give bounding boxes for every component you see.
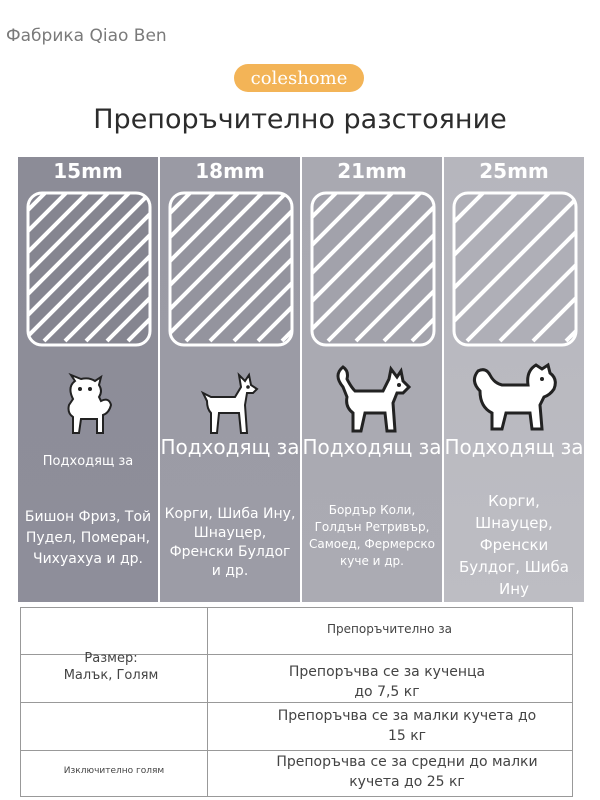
spacing-column-18 bbox=[160, 157, 300, 602]
husky-dog-icon bbox=[302, 357, 442, 437]
suitable-label: Подходящ за bbox=[444, 435, 584, 459]
breeds-list: Корги, Шнауцер, Френски Булдог, Шиба Ину bbox=[459, 492, 569, 598]
breeds-list: Корги, Шиба Ину, Шнауцер, Френски Булдог и др. bbox=[164, 506, 296, 579]
extra-large-label: Изключително голям bbox=[63, 766, 165, 776]
size-label: Размер: Малък, Голям bbox=[63, 651, 159, 683]
gap-value: 21mm bbox=[337, 159, 407, 183]
stripe-pattern bbox=[26, 191, 152, 347]
gap-value: 25mm bbox=[479, 159, 549, 183]
spacing-column-15 bbox=[18, 157, 158, 602]
recommended-for-header: Препоръчително за bbox=[327, 622, 452, 636]
table-row: Препоръчва се за средни до малки кучета до 25 кг bbox=[276, 754, 538, 790]
breeds-list: Бордър Коли, Голдън Ретривър, Самоед, Фермерско куче и др. bbox=[308, 503, 435, 568]
pug-dog-icon bbox=[18, 357, 158, 437]
suitable-label: Подходящ за bbox=[302, 435, 442, 459]
table-row-line bbox=[21, 750, 572, 751]
table-row: Препоръчва се за кученца до 7,5 кг bbox=[288, 664, 486, 700]
suitable-label: Подходящ за bbox=[42, 454, 134, 469]
table-row-line bbox=[21, 702, 572, 703]
page-title: Препоръчително разстояние bbox=[93, 104, 507, 135]
suitable-label: Подходящ за bbox=[160, 435, 300, 459]
gap-value: 15mm bbox=[53, 159, 123, 183]
terrier-dog-icon bbox=[160, 357, 300, 437]
breeds-list: Бишон Фриз, Той Пудел, Померан, Чихуахуа и др. bbox=[24, 509, 152, 567]
brand-badge: coleshome bbox=[234, 64, 364, 92]
spacing-column-21 bbox=[302, 157, 442, 602]
fluffy-dog-icon bbox=[444, 357, 584, 437]
spacing-column-25 bbox=[444, 157, 584, 602]
factory-label: Фабрика Qiao Ben bbox=[6, 26, 167, 46]
table-row: Препоръчва се за малки кучета до 15 кг bbox=[277, 708, 537, 744]
spacing-columns bbox=[18, 157, 584, 602]
stripe-pattern bbox=[452, 191, 578, 347]
stripe-pattern bbox=[310, 191, 436, 347]
stripe-pattern bbox=[168, 191, 294, 347]
recommendation-table bbox=[20, 607, 573, 797]
gap-value: 18mm bbox=[195, 159, 265, 183]
